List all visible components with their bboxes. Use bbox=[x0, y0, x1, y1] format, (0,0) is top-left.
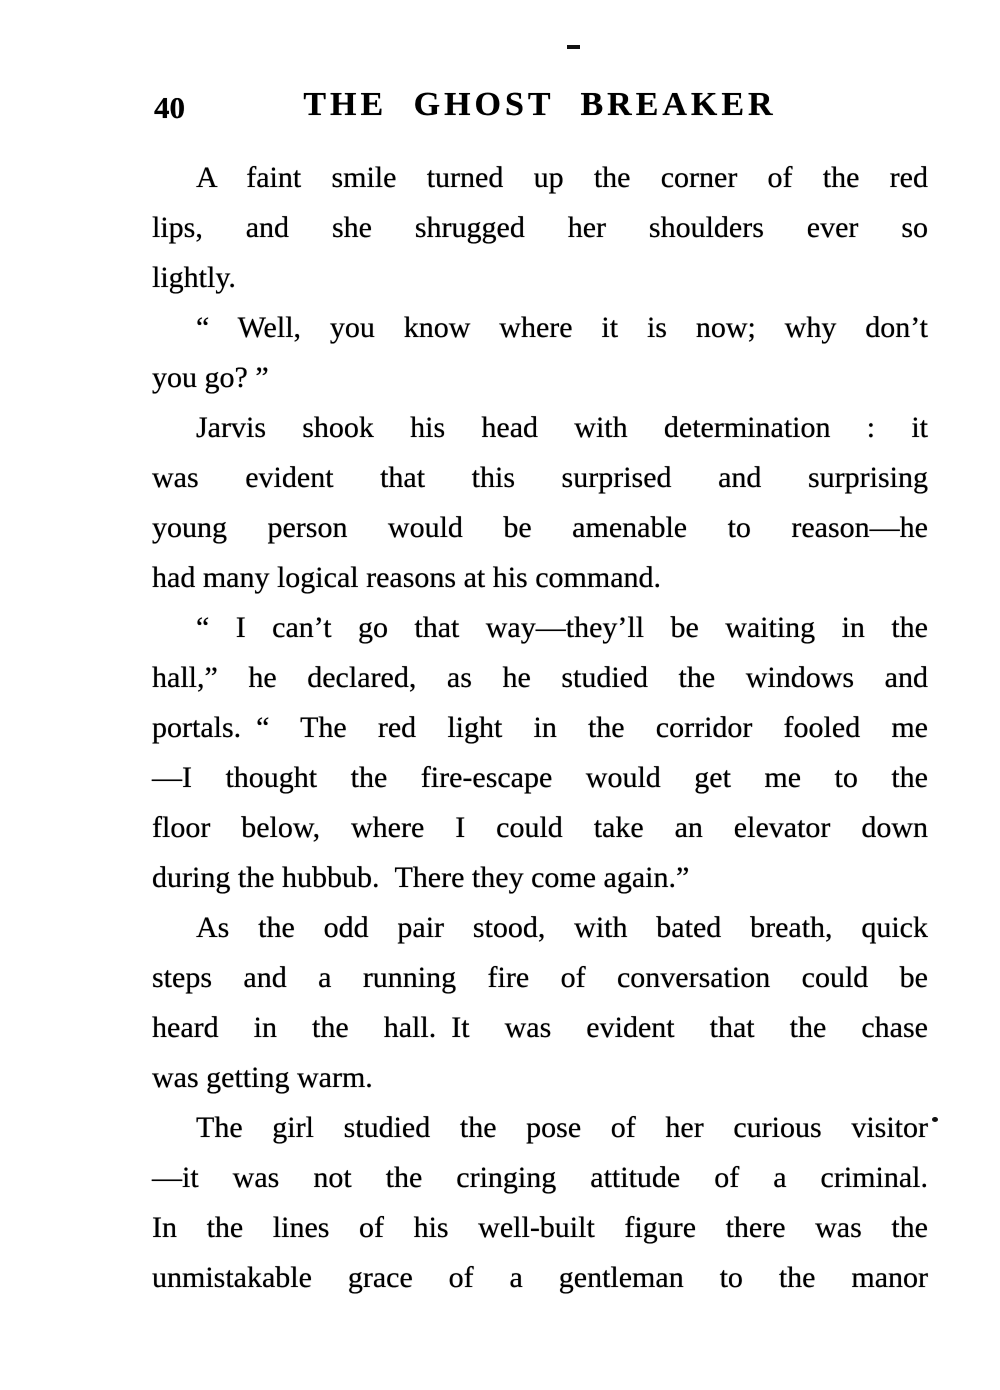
text-line: lightly. bbox=[152, 261, 236, 294]
text-line: during the hubbub. There they come again.” bbox=[152, 861, 690, 894]
text-line: was evident that this surprised and surprising bbox=[152, 461, 928, 494]
text-line: you go? ” bbox=[152, 361, 269, 394]
text-line: hall,” he declared, as he studied the windows and bbox=[152, 661, 928, 694]
text-line: unmistakable grace of a gentleman to the manor bbox=[152, 1261, 928, 1294]
text-line: young person would be amenable to reason—he bbox=[152, 511, 928, 544]
text-line: The girl studied the pose of her curious visitor bbox=[196, 1111, 928, 1144]
text-line: had many logical reasons at his command. bbox=[152, 561, 662, 594]
text-line: Jarvis shook his head with determination : it bbox=[196, 411, 928, 444]
page-text bbox=[152, 153, 928, 1303]
text-line: was getting warm. bbox=[152, 1061, 373, 1094]
running-header bbox=[152, 86, 928, 130]
text-line: lips, and she shrugged her shoulders ever so bbox=[152, 211, 928, 244]
running-header-title: THE GHOST BREAKER bbox=[303, 86, 777, 123]
text-line: heard in the hall. It was evident that the chase bbox=[152, 1011, 928, 1044]
text-line: In the lines of his well-built figure there was the bbox=[152, 1211, 928, 1244]
scan-artifact-dash bbox=[567, 45, 580, 49]
text-line: floor below, where I could take an elevator down bbox=[152, 811, 928, 844]
text-line: steps and a running fire of conversation could be bbox=[152, 961, 928, 994]
text-line: portals. “ The red light in the corridor fooled me bbox=[152, 711, 928, 744]
text-line: “ I can’t go that way—they’ll be waiting in the bbox=[196, 611, 928, 644]
text-line: —it was not the cringing attitude of a criminal. bbox=[152, 1161, 928, 1194]
text-line: “ Well, you know where it is now; why don’t bbox=[196, 311, 928, 344]
page-number: 40 bbox=[154, 90, 185, 125]
text-line: —I thought the fire-escape would get me to the bbox=[152, 761, 928, 794]
scan-artifact-dot bbox=[932, 1117, 938, 1122]
text-line: A faint smile turned up the corner of the red bbox=[196, 161, 928, 194]
text-line: As the odd pair stood, with bated breath, quick bbox=[196, 911, 928, 944]
